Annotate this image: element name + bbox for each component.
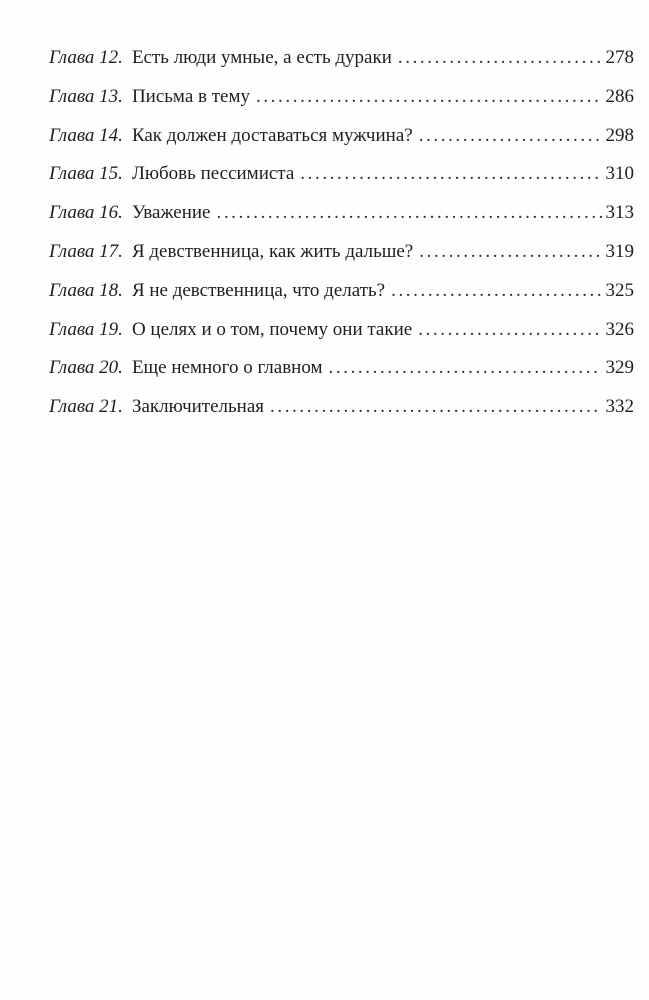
page-number: 313 bbox=[605, 202, 634, 224]
chapter-label: Глава 16. bbox=[49, 202, 123, 224]
dot-leader bbox=[329, 349, 602, 388]
chapter-title: Заключительная bbox=[131, 396, 265, 418]
chapter-title: Я девственница, как жить дальше? bbox=[131, 240, 414, 262]
page-number: 325 bbox=[605, 279, 634, 301]
dot-leader bbox=[419, 233, 601, 272]
dot-leader bbox=[216, 194, 601, 233]
page-number: 326 bbox=[605, 318, 634, 340]
toc-entry-chapter-17 bbox=[49, 233, 634, 272]
dot-leader bbox=[270, 388, 601, 427]
toc-entry-chapter-13 bbox=[49, 78, 634, 117]
chapter-label: Глава 14. bbox=[49, 124, 123, 146]
dot-leader bbox=[391, 272, 601, 311]
page-number: 329 bbox=[605, 357, 634, 379]
dot-leader bbox=[256, 78, 602, 117]
page-number: 286 bbox=[605, 85, 634, 107]
toc-entry-chapter-16 bbox=[49, 194, 634, 233]
chapter-title: Есть люди умные, а есть дураки bbox=[131, 47, 392, 68]
chapter-label: Глава 19. bbox=[49, 318, 123, 340]
chapter-label: Глава 18. bbox=[49, 279, 123, 301]
dot-leader bbox=[300, 155, 601, 194]
chapter-label: Глава 15. bbox=[49, 163, 123, 185]
toc-entry-chapter-19 bbox=[49, 311, 634, 350]
toc-entry-chapter-21 bbox=[49, 388, 634, 427]
chapter-title: О целях и о том, почему они такие bbox=[131, 318, 413, 340]
dot-leader bbox=[398, 39, 602, 78]
page-number: 319 bbox=[605, 240, 634, 262]
chapter-title: Письма в тему bbox=[131, 85, 250, 107]
chapter-label: Глава 17. bbox=[49, 240, 123, 262]
chapter-title: Любовь пессимиста bbox=[131, 163, 295, 185]
page-number: 310 bbox=[605, 163, 634, 185]
page-number: 278 bbox=[605, 47, 634, 68]
page-number: 332 bbox=[605, 396, 634, 418]
chapter-title: Еще немного о главном bbox=[131, 357, 323, 379]
dot-leader bbox=[419, 117, 602, 156]
toc-entry-chapter-18 bbox=[49, 272, 634, 311]
chapter-label: Глава 13. bbox=[49, 85, 123, 107]
chapter-label: Глава 12. bbox=[49, 47, 123, 68]
dot-leader bbox=[418, 311, 601, 350]
toc-entry-chapter-12 bbox=[49, 39, 634, 78]
table-of-contents bbox=[49, 39, 634, 427]
toc-entry-chapter-15 bbox=[49, 155, 634, 194]
toc-entry-chapter-20 bbox=[49, 349, 634, 388]
chapter-label: Глава 21. bbox=[49, 396, 123, 418]
chapter-title: Я не девственница, что делать? bbox=[131, 279, 386, 301]
chapter-title: Как должен доставаться мужчина? bbox=[131, 124, 413, 146]
page-number: 298 bbox=[605, 124, 634, 146]
toc-entry-chapter-14 bbox=[49, 117, 634, 156]
chapter-label: Глава 20. bbox=[49, 357, 123, 379]
chapter-title: Уважение bbox=[131, 202, 211, 224]
